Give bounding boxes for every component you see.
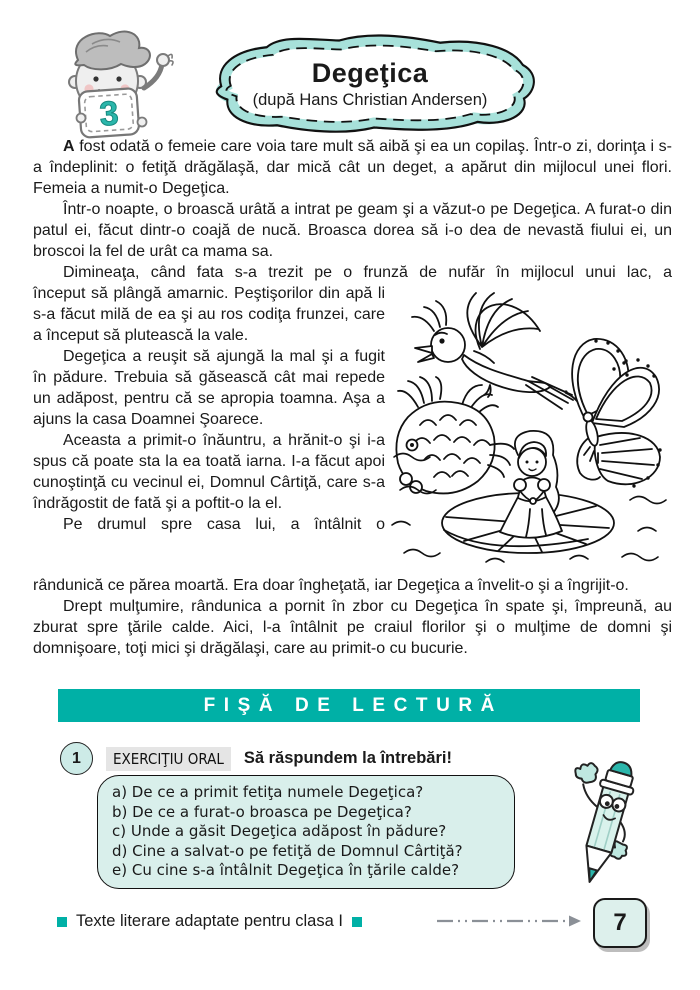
section-banner: FIŞĂ DE LECTURĂ xyxy=(58,689,640,722)
title-cloud xyxy=(190,32,550,136)
lesson-badge xyxy=(40,26,180,142)
footer-arrow-icon xyxy=(435,913,585,929)
boy-hair xyxy=(75,32,150,70)
drop-capital: A xyxy=(63,138,75,155)
page-number: 7 xyxy=(613,909,627,936)
questions-box xyxy=(97,775,515,889)
story-paragraph-7: Drept mulţumire, rândunica a pornit în zbor cu Degeţica în spate şi, împreună, au zburat spre ţările calde. Aici, l-a întâlnit pe craiul florilor şi o mulţime de domni şi domnişoare, toţi mici şi drăgălaşi, care au primit-o cu bucurie. xyxy=(33,598,672,657)
butterfly-icon xyxy=(564,339,661,488)
exercise-header xyxy=(60,742,452,775)
question-item: b) De ce a furat-o broasca pe Degeţica? xyxy=(112,802,412,821)
footer-bullet-icon xyxy=(352,917,362,927)
question-item: d) Cine a salvat-o pe fetiţă de Domnul Cârtiţă? xyxy=(112,841,463,860)
exercise-number-badge: 1 xyxy=(60,742,93,775)
page-subtitle: (după Hans Christian Andersen) xyxy=(252,91,488,109)
story-paragraph-5: Aceasta a primit-o înăuntru, a hrănit-o şi i-a spus că poate sta la ea toată iarna. I-a făcut apoi cunoştinţă cu vecinul ei, Domnul Cârtiţă, care s-a îndrăgostit de fată şi a poftit-o la el. xyxy=(33,432,385,512)
story-paragraph-6-wide: rândunică ce părea moartă. Era doar îngheţată, iar Degeţica a învelit-o şi a îngrijit-o. xyxy=(33,577,629,594)
story-paragraph-1: A fost odată o femeie care voia tare mult să aibă şi ea un copilaş. Într-o zi, dorinţa i s-a îndeplinit: o fetiţă drăgălaşă, dar mică cât un deget, a apărut din mijlocul unei flori. Femeia a numit-o Degeţica. xyxy=(33,138,672,197)
lesson-number: 3 xyxy=(98,94,120,134)
question-item: a) De ce a primit fetiţa numele Degeţica? xyxy=(112,783,424,801)
pencil-mascot xyxy=(548,758,663,896)
story-text xyxy=(33,136,672,659)
text-wrap-zone xyxy=(33,283,672,575)
pencil-mascot-icon xyxy=(548,758,663,896)
story-paragraph-3-wide: Dimineaţa, când fata s-a trezit pe o frunză de nufăr în mijlocul unui lac, a xyxy=(63,264,672,281)
question-item: c) Unde a găsit Degeţica adăpost în pădure? xyxy=(112,822,447,841)
lesson-number-card xyxy=(78,88,139,138)
story-paragraph-6-narrow: Pe drumul spre casa lui, a întâlnit o xyxy=(63,516,385,533)
exercise-instruction: Să răspundem la întrebări! xyxy=(243,749,452,767)
story-paragraph-2: Într-o noapte, o broască urâtă a intrat pe geam şi a văzut-o pe Degeţica. A furat-o din patul ei, făcut dintr-o coajă de nucă. Broasca dorea să i-o dea de nevastă fiului ei, un broscoi la fel de urât ca mama sa. xyxy=(33,201,672,260)
footer xyxy=(57,903,657,953)
question-item: e) Cu cine s-a întâlnit Degeţica în ţările calde? xyxy=(112,861,460,880)
fish-icon xyxy=(396,377,514,493)
footer-label: Texte literare adaptate pentru clasa I xyxy=(76,912,343,930)
page-number-box xyxy=(593,898,647,948)
bird-icon xyxy=(412,293,573,409)
questions-list xyxy=(112,783,500,881)
footer-bullet-icon xyxy=(57,917,67,927)
exercise-type-chip: EXERCIŢIU ORAL xyxy=(106,747,231,771)
story-paragraph-4: Degeţica a reuşit să ajungă la mal şi a fugit în pădure. Trebuia să găsească cât mai repede un adăpost, pentru că se apropia toamna. Aşa a ajuns la casa Doamnei Şoarece. xyxy=(33,348,385,428)
story-paragraph-3-narrow: început să plângă amarnic. Peştişorilor din apă li s-a făcut milă de ea şi au ros codiţa frunzei, care a început să plutească la vale. xyxy=(33,285,385,344)
page-title: Degeţica xyxy=(311,58,429,88)
story-illustration xyxy=(390,285,672,575)
boy-mascot-icon xyxy=(40,26,180,142)
